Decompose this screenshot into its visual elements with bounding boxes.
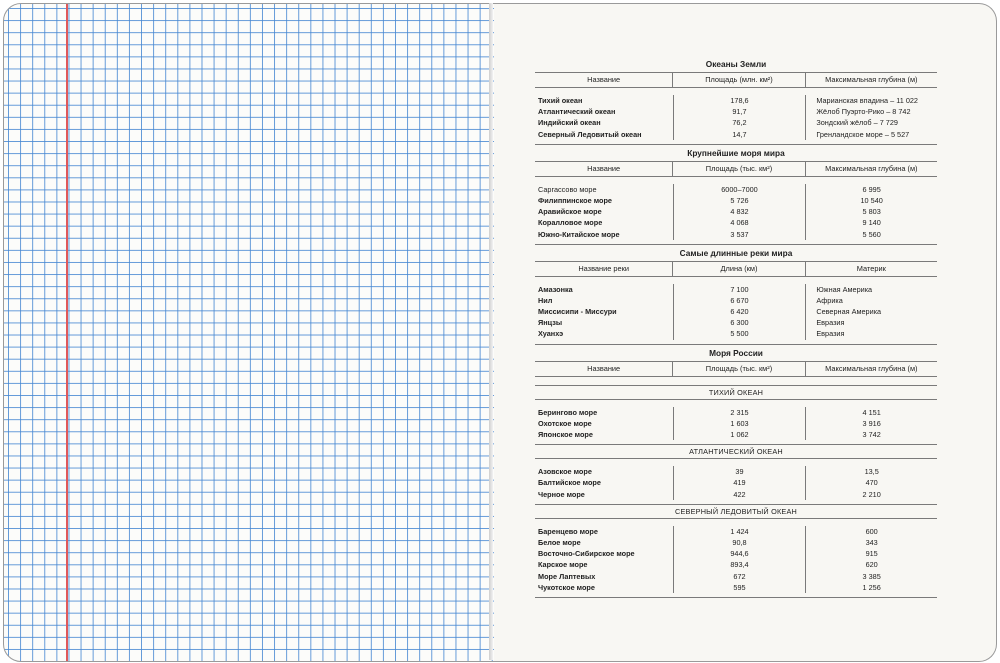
cell-name: Северный Ледовитый океан — [538, 129, 642, 139]
cell-continent: Южная Америка — [805, 284, 937, 295]
table-row — [535, 229, 937, 240]
cell-depth: 5 803 — [805, 206, 937, 217]
cell-name: Нил — [538, 295, 553, 305]
table-title: Океаны Земли — [535, 56, 937, 73]
cell-length: 6 300 — [673, 317, 806, 328]
cell-depth: 4 151 — [805, 407, 937, 418]
cell-area: 39 — [673, 466, 806, 477]
table-row — [535, 582, 937, 593]
cell-continent: Евразия — [805, 317, 937, 328]
table-row — [535, 537, 937, 548]
table-header — [535, 162, 937, 177]
cell-depth: 1 256 — [805, 582, 937, 593]
cell-area: 595 — [673, 582, 806, 593]
column-header: Площадь (тыс. км²) — [672, 362, 804, 376]
table-row — [535, 559, 937, 570]
column-header: Название реки — [578, 263, 629, 273]
table-body — [535, 519, 937, 598]
table-title: Крупнейшие моря мира — [535, 145, 937, 162]
cell-name: Восточно-Сибирское море — [538, 549, 635, 559]
cell-depth: 3 742 — [805, 429, 937, 440]
column-header: Название — [587, 363, 621, 373]
table-row — [535, 184, 937, 195]
column-header: Площадь (млн. км²) — [672, 73, 804, 87]
cell-continent: Евразия — [805, 328, 937, 339]
table-header — [535, 262, 937, 277]
cell-name: Амазонка — [538, 284, 573, 294]
cell-length: 5 500 — [673, 328, 806, 339]
spacer — [535, 377, 937, 386]
cell-area: 14,7 — [673, 129, 806, 140]
cell-name: Карское море — [538, 560, 588, 570]
cell-name: Берингово море — [538, 407, 598, 417]
cell-name: Балтийское море — [538, 478, 601, 488]
cell-name: Южно-Китайское море — [538, 229, 620, 239]
cell-area: 1 062 — [673, 429, 806, 440]
table-body — [535, 459, 937, 505]
group-title-pacific: ТИХИЙ ОКЕАН — [535, 386, 937, 400]
cell-area: 893,4 — [673, 559, 806, 570]
column-header: Материк — [805, 262, 937, 276]
cell-name: Атлантический океан — [538, 107, 616, 117]
cell-name: Баренцево море — [538, 526, 598, 536]
cell-name: Азовское море — [538, 467, 592, 477]
table-body — [535, 88, 937, 145]
binding-gutter — [489, 3, 493, 660]
cell-area: 3 537 — [673, 229, 806, 240]
column-header: Максимальная глубина (м) — [805, 73, 937, 87]
cell-area: 2 315 — [673, 407, 806, 418]
reference-tables — [535, 56, 937, 598]
table-body — [535, 277, 937, 345]
table-row — [535, 295, 937, 306]
cell-area: 90,8 — [673, 537, 806, 548]
table-header — [535, 73, 937, 88]
cell-area: 178,6 — [673, 95, 806, 106]
cell-name: Тихий океан — [538, 96, 583, 105]
cell-name: Филиппинское море — [538, 195, 612, 205]
column-header: Название — [587, 75, 621, 84]
group-title-atlantic: АТЛАНТИЧЕСКИЙ ОКЕАН — [535, 445, 937, 459]
cell-depth: 600 — [805, 526, 937, 537]
table-row — [535, 129, 937, 140]
cell-name: Саргассово море — [538, 184, 597, 194]
cell-continent: Африка — [805, 295, 937, 306]
grid-page — [3, 3, 496, 662]
cell-name: Чукотское море — [538, 582, 595, 592]
table-row — [535, 195, 937, 206]
table-body — [535, 400, 937, 446]
table-row — [535, 117, 937, 128]
cell-name: Японское море — [538, 430, 593, 439]
cell-length: 6 420 — [673, 306, 806, 317]
cell-area: 6000–7000 — [673, 184, 806, 195]
russia-seas-table — [535, 345, 937, 598]
seas-table — [535, 145, 937, 245]
cell-length: 6 670 — [673, 295, 806, 306]
table-row — [535, 418, 937, 429]
column-header: Площадь (тыс. км²) — [672, 162, 804, 176]
column-header: Название — [587, 163, 621, 173]
cell-area: 419 — [673, 477, 806, 488]
cell-name: Аравийское море — [538, 207, 602, 217]
cell-area: 4 068 — [673, 217, 806, 228]
cell-depth: 470 — [805, 477, 937, 488]
column-header: Максимальная глубина (м) — [805, 162, 937, 176]
table-row — [535, 489, 937, 500]
cell-name: Индийский океан — [538, 118, 601, 128]
cell-area: 944,6 — [673, 548, 806, 559]
cell-depth: 6 995 — [805, 184, 937, 195]
table-body — [535, 177, 937, 245]
table-row — [535, 466, 937, 477]
cell-name: Миссисипи - Миссури — [538, 307, 617, 317]
cell-area: 1 603 — [673, 418, 806, 429]
cell-depth: 915 — [805, 548, 937, 559]
table-row — [535, 328, 937, 339]
cell-depth: 9 140 — [805, 217, 937, 228]
cell-depth: Марианская впадина – 11 022 — [805, 95, 937, 106]
table-row — [535, 217, 937, 228]
cell-length: 7 100 — [673, 284, 806, 295]
table-row — [535, 284, 937, 295]
table-title: Самые длинные реки мира — [535, 245, 937, 262]
cell-area: 672 — [673, 571, 806, 582]
cell-depth: 343 — [805, 537, 937, 548]
table-row — [535, 306, 937, 317]
cell-name: Янцзы — [538, 318, 563, 328]
table-row — [535, 526, 937, 537]
cell-area: 422 — [673, 489, 806, 500]
margin-line — [66, 4, 68, 661]
cell-depth: Жёлоб Пуэрто-Рико – 8 742 — [805, 106, 937, 117]
table-row — [535, 106, 937, 117]
rivers-table — [535, 245, 937, 345]
cell-depth: Зондский жёлоб – 7 729 — [805, 117, 937, 128]
cell-name: Море Лаптевых — [538, 571, 596, 581]
table-row — [535, 429, 937, 440]
table-row — [535, 95, 937, 106]
table-title: Моря России — [535, 345, 937, 362]
cell-continent: Северная Америка — [805, 306, 937, 317]
table-row — [535, 407, 937, 418]
cell-name: Хуанхэ — [538, 329, 564, 339]
column-header: Длина (км) — [672, 262, 804, 276]
cell-name: Коралловое море — [538, 218, 603, 228]
column-header: Максимальная глубина (м) — [805, 362, 937, 376]
cell-depth: 3 385 — [805, 571, 937, 582]
cell-area: 4 832 — [673, 206, 806, 217]
group-title-arctic: СЕВЕРНЫЙ ЛЕДОВИТЫЙ ОКЕАН — [535, 505, 937, 519]
cell-depth: 2 210 — [805, 489, 937, 500]
table-header — [535, 362, 937, 377]
cell-name: Белое море — [538, 537, 581, 547]
table-row — [535, 206, 937, 217]
cell-area: 76,2 — [673, 117, 806, 128]
cell-name: Охотское море — [538, 418, 592, 428]
cell-name: Черное море — [538, 489, 585, 499]
oceans-table — [535, 56, 937, 145]
cell-area: 1 424 — [673, 526, 806, 537]
table-row — [535, 317, 937, 328]
table-row — [535, 477, 937, 488]
cell-depth: 620 — [805, 559, 937, 570]
table-row — [535, 571, 937, 582]
table-row — [535, 548, 937, 559]
cell-depth: 13,5 — [805, 466, 937, 477]
cell-area: 5 726 — [673, 195, 806, 206]
reference-page — [494, 3, 997, 662]
cell-depth: 5 560 — [805, 229, 937, 240]
cell-depth: 3 916 — [805, 418, 937, 429]
cell-area: 91,7 — [673, 106, 806, 117]
cell-depth: 10 540 — [805, 195, 937, 206]
cell-depth: Гренландское море – 5 527 — [805, 129, 937, 140]
